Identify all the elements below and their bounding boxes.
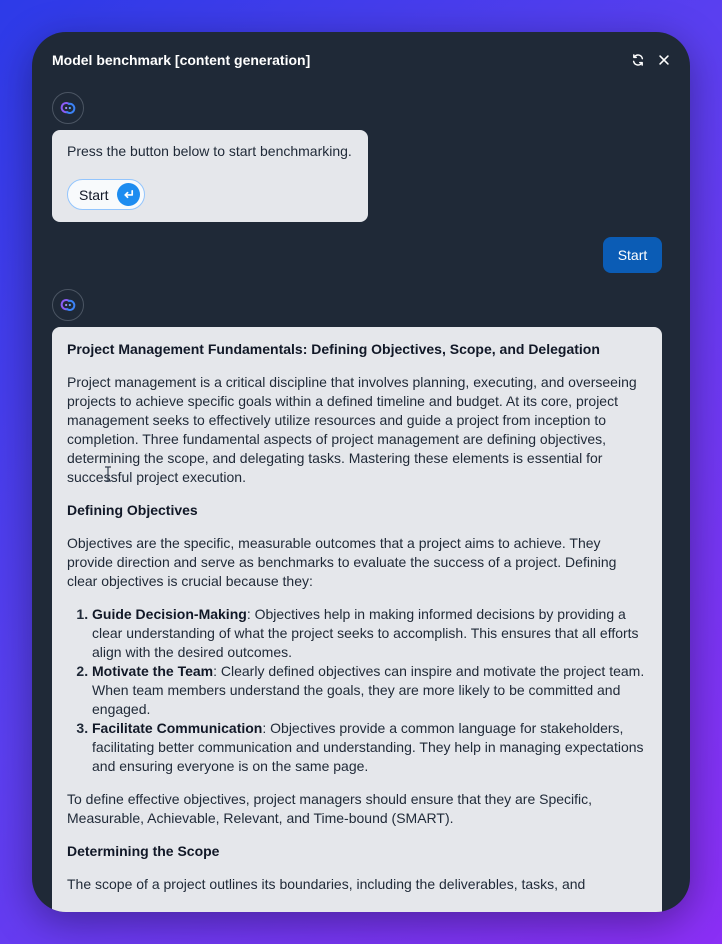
close-icon[interactable] <box>656 52 672 68</box>
refresh-icon[interactable] <box>630 52 646 68</box>
start-button[interactable] <box>67 179 145 210</box>
response-heading: Project Management Fundamentals: Defining Objectives, Scope, and Delegation <box>67 341 600 357</box>
window-title: Model benchmark [content generation] <box>52 52 311 68</box>
smart-text: To define effective objectives, project managers should ensure that they are Specific, Measurable, Achievable, Relevant, and Time-bound (SMART). <box>67 791 593 826</box>
section-heading-scope: Determining the Scope <box>67 843 220 859</box>
bot-logo-icon <box>52 289 84 321</box>
start-button-label: Start <box>79 186 109 203</box>
user-message-bubble: Start <box>603 237 662 273</box>
title-actions <box>630 52 672 68</box>
start-message-text: Press the button below to start benchmarking. <box>67 143 352 159</box>
list-item <box>92 662 647 719</box>
list-item <box>92 719 647 776</box>
response-intro: Project management is a critical discipline that involves planning, executing, and overseeing projects to achieve specific goals within a defined timeline and budget. At its core, project management seeks to effectively utilize resources and guide a project from inception to completion. Three fundamental aspects of project management are defining objectives, determining the scope, and delegating tasks. Mastering these elements is essential for successful project execution. <box>67 374 637 485</box>
section-text-objectives: Objectives are the specific, measurable outcomes that a project aims to achieve. They provide direction and serve as benchmarks to evaluate the success of a project. Defining clear objectives is crucial because they: <box>67 535 617 589</box>
response-bubble <box>52 327 662 912</box>
section-text-scope: The scope of a project outlines its boundaries, including the deliverables, tasks, and <box>67 876 586 892</box>
bot-logo-icon <box>52 92 84 124</box>
start-message-bubble <box>52 130 368 222</box>
objectives-list <box>67 605 647 776</box>
title-bar <box>52 50 672 70</box>
text-cursor-icon <box>103 466 113 482</box>
chat-window <box>32 32 690 912</box>
enter-arrow-icon <box>117 183 140 206</box>
list-item-text: : Clearly defined objectives can inspire and motivate the project team. When team members understand the goals, they are more likely to be committed and engaged. <box>92 663 645 717</box>
list-item <box>92 605 647 662</box>
list-item-title: Motivate the Team <box>92 663 214 679</box>
list-item-title: Facilitate Communication <box>92 720 263 736</box>
list-item-text: : Objectives provide a common language for stakeholders, facilitating better communication and understanding. They help in managing expectations and ensuring everyone is on the same page. <box>92 720 644 774</box>
section-heading-objectives: Defining Objectives <box>67 502 198 518</box>
list-item-title: Guide Decision-Making <box>92 606 247 622</box>
list-item-text: : Objectives help in making informed decisions by providing a clear understanding of what the project seeks to accomplish. This ensures that all efforts align with the desired outcomes. <box>92 606 639 660</box>
